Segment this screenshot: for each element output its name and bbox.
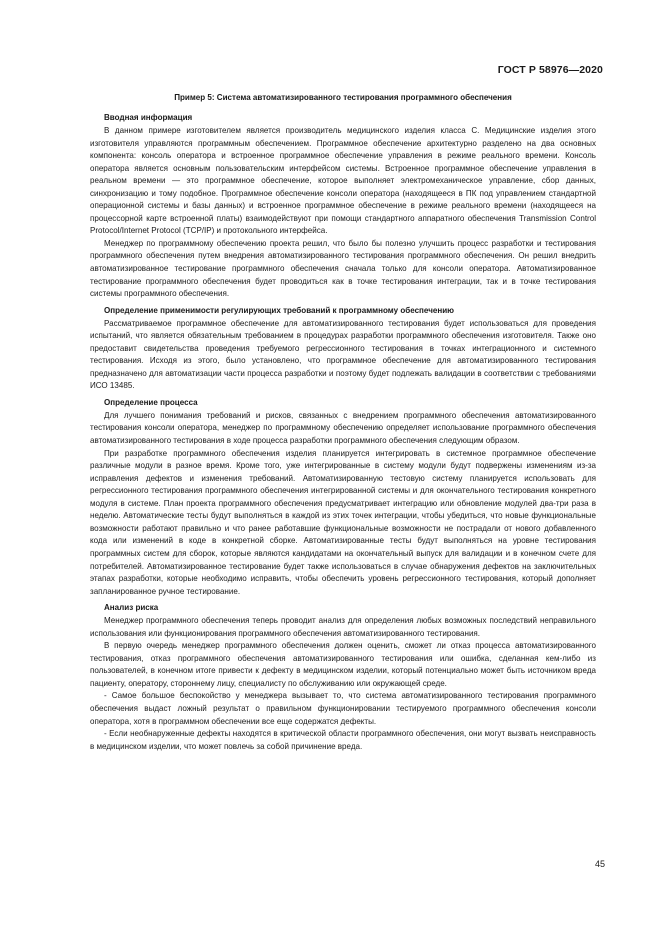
section-heading: Анализ риска — [104, 603, 159, 613]
section-heading: Определение процесса — [104, 397, 198, 407]
paragraph: Рассматриваемое программное обеспечение для автоматизированного тестирования будет использоваться для проведения испытаний, что является обязательным требованием в процедурах разработки программного обеспечения изготовителя. Также оно предоставит свидетельства проведения требуемого регрессионного тестирования в точках интеграционного и системного тестирования. Исходя из этого, было установлено, что программное обеспечение для автоматизированного тестирования предназначено для автоматизации части процесса разработки и поэтому будет подлежать валидации в соответствии с требованиями ИСО 13485. — [90, 318, 596, 391]
paragraph: В первую очередь менеджер программного обеспечения должен оценить, сможет ли отказ процесса автоматизированного тестирования, отказ программного обеспечения автоматизированного тестирования или ошибка, сделанная кем-либо из пользователей, в конечном итоге привести к дефекту в медицинском изделии, который потенциально может быть источником вреда пациенту, оператору, стороннему лицу, специалисту по обслуживанию или окружающей среде. — [90, 641, 596, 688]
section-heading: Определение применимости регулирующих требований к программному обеспечению — [104, 305, 455, 315]
paragraph: Менеджер программного обеспечения теперь проводит анализ для определения любых возможных последствий неправильного использования или функционирования программного обеспечения автоматизированного тестирования. — [90, 616, 596, 638]
list-paragraph: - Самое большое беспокойство у менеджера вызывает то, что система автоматизированного тестирования программного обеспечения выдаст ложный результат о правильном функционировании тестируемого программного обеспечения консоли оператора, хотя в программном обеспечении все еще содержатся дефекты. — [90, 691, 596, 726]
list-paragraph: - Если необнаруженные дефекты находятся в критической области программного обеспечения, они могут вызвать неисправность в медицинском изделии, что может повлечь за собой причинение вреда. — [90, 729, 596, 751]
example-title: Пример 5: Система автоматизированного тестирования программного обеспечения — [174, 93, 512, 102]
paragraph: При разработке программного обеспечения изделия планируется интегрировать в системное программное обеспечение различные модули в разное время. Кроме того, уже интегрированные в систему модули будут подвержены изменениям из-за исправления дефектов и изменения требований. Автоматизированную тестовую систему планируется использовать для регрессионного тестирования программного обеспечения интегрированной системы и для окончательного тестирования конкретного модуля в системе. План проекта программного обеспечения предусматривает интеграцию или обновление модулей два-три раза в неделю. Автоматические тесты будут выполняться в каждой из этих точек интеграции, чтобы убедиться, что новые функциональные возможности работают правильно и что ранее работавшие функциональные возможности не пострадали от нового добавленного кода или изменений в коде в конкретной сборке. Автоматизированные тесты будут выполняться на уровне тестирования программных систем для сборок, которые являются кандидатами на окончательный выпуск для валидации и в конечном счете для потребителей. Автоматизированное тестирование будет также использоваться в случае обнаружения дефектов на заключительных этапах разработки, которые необходимо исправить, чтобы обеспечить уровень регрессионного тестирования, который дополняет запланированное ручное тестирование. — [90, 448, 596, 596]
paragraph: В данном примере изготовителем является производитель медицинского изделия класса С. Медицинские изделия этого изготовителя управляются программным обеспечением. Программное обеспечение архитектурно разделено на два основных компонента: консоль оператора и встроенное программное обеспечение управления в режиме реального времени. Консоль оператора является основным пользовательским интерфейсом системы. Встроенное программное обеспечение управления в реальном времени — это программное обеспечение, которое выполняет электромеханическое управление, сбор данных, синхронизацию и тому подобное. Программное обеспечение консоли оператора (находящееся в ПК под управлением стандартной операционной системы и базы данных) и встроенное программное обеспечение в режиме реального времени (находящееся на процессорной карте встроенной платы) взаимодействуют при помощи стандартного аппаратного обеспечения Transmission Control Protocol/Internet Protocol (TCP/IP) и протокольного интерфейса. — [90, 126, 596, 236]
paragraph: Менеджер по программному обеспечению проекта решил, что было бы полезно улучшить процесс разработки и тестирования программного обеспечения путем внедрения автоматизированного тестирования программного обеспечения. Он решил внедрить автоматизированное тестирование программного обеспечения сначала только для консоли оператора. Автоматизированное тестирование программного обеспечения будет проводиться как в точке тестирования интеграции, так и в точке тестирования системы программного обеспечения. — [90, 238, 596, 299]
document-body — [90, 92, 596, 753]
section-heading: Вводная информация — [104, 113, 193, 122]
page-number: 45 — [594, 859, 605, 869]
paragraph: Для лучшего понимания требований и рисков, связанных с внедрением программного обеспечения автоматизированного тестирования консоли оператора, менеджер по программному обеспечению определяет использование программного обеспечения автоматизированного тестирования в ходе процесса разработки программного обеспечения следующим образом. — [90, 410, 596, 446]
document-code: ГОСТ Р 58976—2020 — [497, 64, 603, 76]
